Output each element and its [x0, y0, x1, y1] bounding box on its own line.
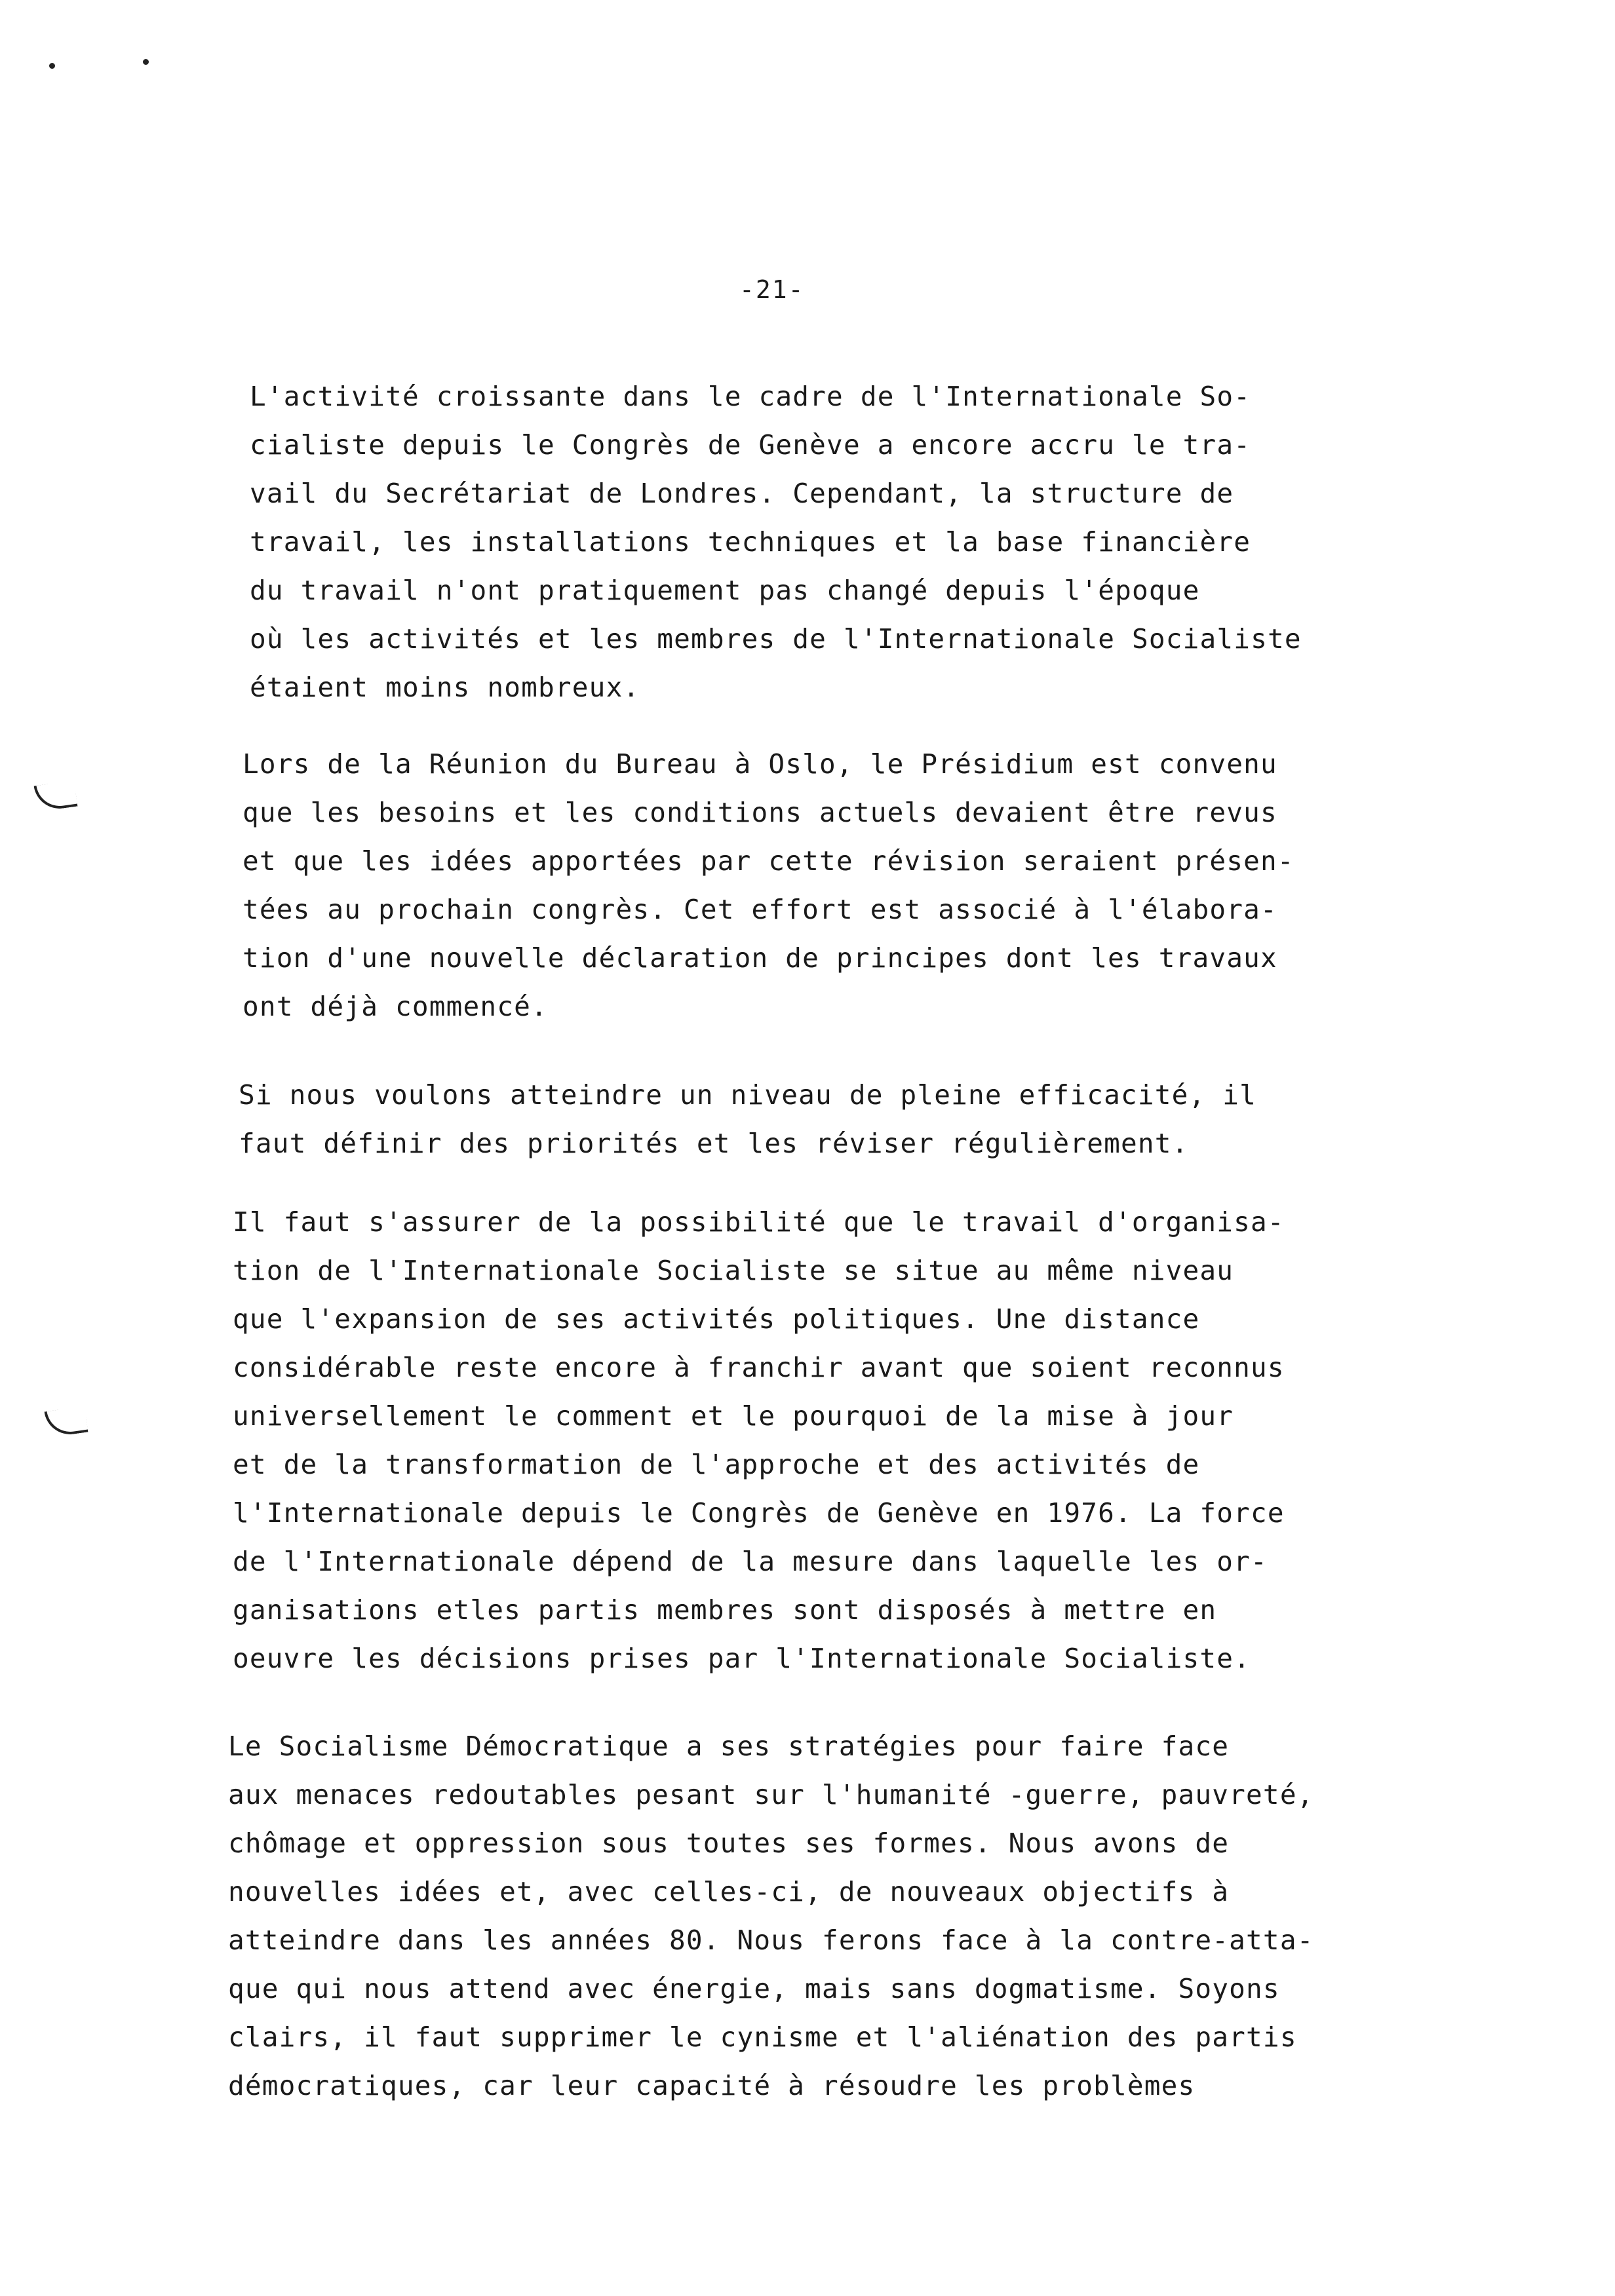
text-line: étaient moins nombreux. [250, 672, 640, 703]
text-line: du travail n'ont pratiquement pas changé depuis l'époque [250, 575, 1200, 606]
text-line: tées au prochain congrès. Cet effort est associé à l'élabora- [243, 894, 1277, 925]
page-number: -21- [739, 275, 805, 304]
text-line: L'activité croissante dans le cadre de l'Internationale So- [250, 381, 1251, 412]
paragraph-3 [239, 1071, 1256, 1168]
margin-mark-upper [34, 780, 78, 812]
text-line: nouvelles idées et, avec celles-ci, de nouveaux objectifs à [228, 1876, 1230, 1907]
text-line: faut définir des priorités et les réviser régulièrement. [239, 1128, 1189, 1159]
scan-dot-left [49, 63, 55, 69]
text-line: et que les idées apportées par cette révision seraient présen- [243, 845, 1294, 877]
text-line: Si nous voulons atteindre un niveau de pleine efficacité, il [239, 1079, 1257, 1111]
text-line: que qui nous attend avec énergie, mais sans dogmatisme. Soyons [228, 1973, 1280, 2004]
text-line: où les activités et les membres de l'Internationale Socialiste [250, 623, 1302, 655]
paragraph-1 [250, 372, 1302, 712]
text-line: ont déjà commencé. [243, 991, 548, 1022]
text-line: et de la transformation de l'approche et des activités de [233, 1449, 1200, 1480]
text-line: vail du Secrétariat de Londres. Cependant, la structure de [250, 478, 1234, 509]
text-line: que l'expansion de ses activités politiques. Une distance [233, 1303, 1200, 1335]
margin-mark-lower [45, 1406, 88, 1438]
text-line: universellement le comment et le pourquoi de la mise à jour [233, 1400, 1234, 1432]
text-line: Lors de la Réunion du Bureau à Oslo, le Présidium est convenu [243, 748, 1277, 780]
text-line: clairs, il faut supprimer le cynisme et l'aliénation des partis [228, 2021, 1297, 2053]
text-line: travail, les installations techniques et la base financière [250, 526, 1251, 558]
text-line: ganisations etles partis membres sont disposés à mettre en [233, 1594, 1217, 1626]
text-line: aux menaces redoutables pesant sur l'humanité -guerre, pauvreté, [228, 1779, 1314, 1810]
text-line: considérable reste encore à franchir avant que soient reconnus [233, 1352, 1285, 1383]
text-line: Il faut s'assurer de la possibilité que le travail d'organisa- [233, 1206, 1285, 1238]
text-line: Le Socialisme Démocratique a ses stratégies pour faire face [228, 1731, 1230, 1762]
text-line: de l'Internationale dépend de la mesure dans laquelle les or- [233, 1546, 1268, 1577]
text-line: cialiste depuis le Congrès de Genève a encore accru le tra- [250, 429, 1251, 461]
text-line: démocratiques, car leur capacité à résoudre les problèmes [228, 2070, 1196, 2101]
text-line: que les besoins et les conditions actuels devaient être revus [243, 797, 1277, 828]
text-line: l'Internationale depuis le Congrès de Genève en 1976. La force [233, 1497, 1285, 1529]
text-line: tion d'une nouvelle déclaration de principes dont les travaux [243, 942, 1277, 974]
text-line: chômage et oppression sous toutes ses formes. Nous avons de [228, 1827, 1230, 1859]
paragraph-4 [233, 1198, 1285, 1683]
text-line: oeuvre les décisions prises par l'Internationale Socialiste. [233, 1643, 1251, 1674]
text-line: tion de l'Internationale Socialiste se situe au même niveau [233, 1255, 1234, 1286]
paragraph-2 [243, 740, 1294, 1031]
paragraph-5 [228, 1722, 1314, 2110]
scan-dot-right [143, 59, 149, 65]
text-line: atteindre dans les années 80. Nous ferons face à la contre-atta- [228, 1924, 1314, 1956]
